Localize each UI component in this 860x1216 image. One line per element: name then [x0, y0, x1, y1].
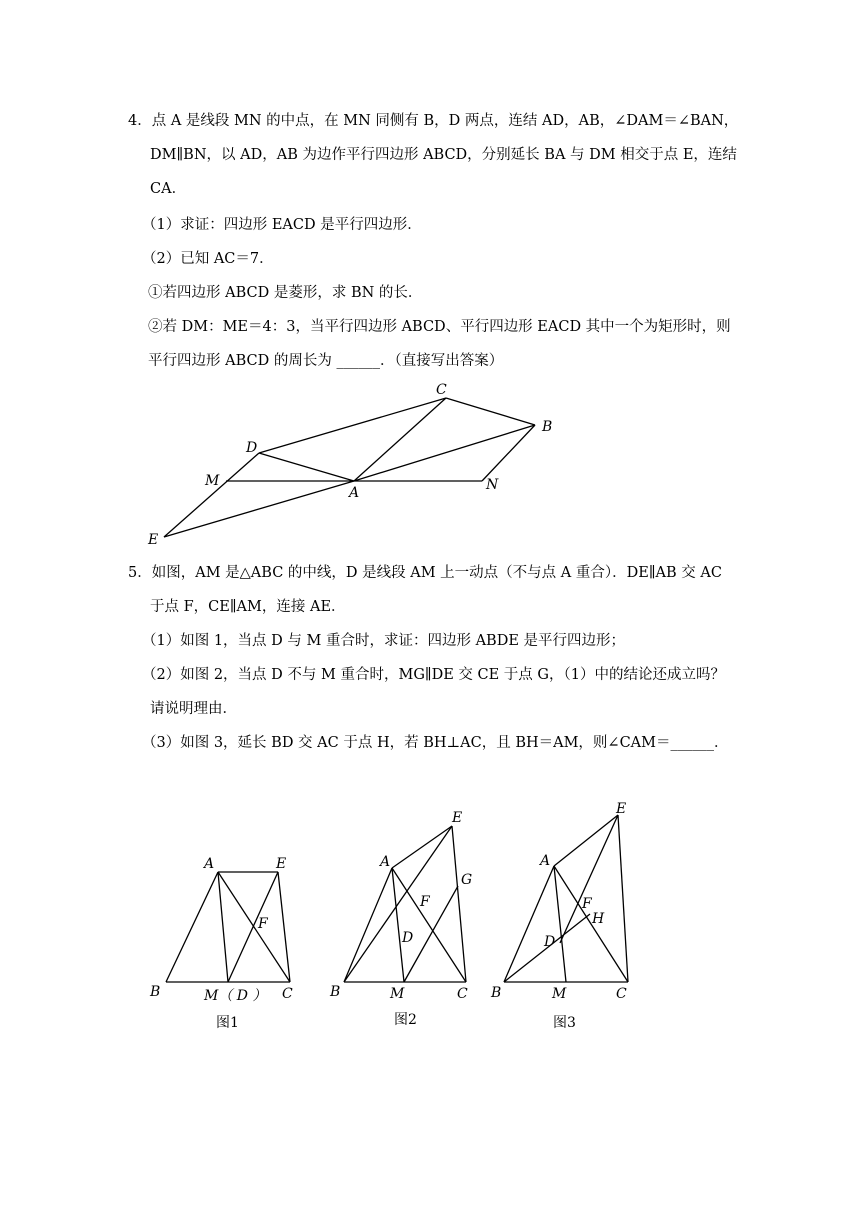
p4-subpart-2: ②若 DM：ME＝4：3，当平行四边形 ABCD、平行四边形 EACD 其中一个为矩形时，则: [148, 319, 731, 335]
fig1-label-B: B: [150, 984, 161, 1000]
fig1-label-C: C: [282, 986, 293, 1002]
p5-part-2: （2）如图 2，当点 D 不与 M 重合时，MG∥DE 交 CE 于点 G，（1）中的结论还成立吗？: [142, 667, 725, 683]
fig3-label-A: A: [540, 853, 551, 869]
p5-line-1: 5．如图，AM 是△ABC 的中线，D 是线段 AM 上一动点（不与点 A 重合）．DE∥AB 交 AC: [128, 565, 722, 581]
fig3-segment-AM: [554, 866, 566, 982]
p5-part-3: （3）如图 3，延长 BD 交 AC 于点 H，若 BH⊥AC，且 BH＝AM，则∠CAM＝______．: [142, 735, 729, 751]
fig3-segment-ED: [560, 815, 618, 943]
fig3-segment-AE: [554, 815, 618, 866]
p4-label-A: A: [349, 485, 360, 501]
p5-line-2: 于点 F，CE∥AM，连接 AE．: [150, 599, 346, 615]
fig3-label-D: D: [544, 934, 556, 950]
fig2-caption: 图2: [394, 1012, 417, 1028]
fig3-label-E: E: [616, 801, 627, 817]
fig3-segment-AB: [504, 866, 554, 982]
p4-label-B: B: [542, 419, 553, 435]
p4-subpart-2-cont: 平行四边形 ABCD 的周长为 ______．（直接写出答案）: [148, 353, 504, 369]
p4-label-E: E: [148, 532, 159, 548]
fig3-label-H: H: [592, 911, 605, 927]
p4-line-2: DM∥BN，以 AD，AB 为边作平行四边形 ABCD，分别延长 BA 与 DM 相交于点 E，连结: [150, 147, 737, 163]
p4-line-1: 4．点 A 是线段 MN 的中点，在 MN 同侧有 B，D 两点，连结 AD，AB，∠DAM＝∠BAN，: [128, 113, 739, 129]
fig3-label-C: C: [616, 986, 627, 1002]
fig1-caption: 图1: [216, 1015, 239, 1031]
fig3-label-B: B: [491, 985, 502, 1001]
fig1-label-E: E: [276, 856, 287, 872]
fig3-caption: 图3: [553, 1015, 576, 1031]
fig2-label-C: C: [457, 986, 468, 1002]
fig1-label-MD: M（ D ）: [204, 988, 267, 1004]
p4-line-3: CA．: [150, 181, 187, 197]
fig3-segment-EC: [618, 815, 628, 982]
p4-label-N: N: [486, 477, 499, 493]
fig2-label-E: E: [452, 810, 463, 826]
fig2-label-G: G: [461, 872, 473, 888]
fig1-label-A: A: [204, 856, 215, 872]
fig2-label-M: M: [390, 986, 405, 1002]
p4-label-C: C: [436, 382, 447, 398]
p5-part-2-cont: 请说明理由．: [150, 701, 237, 717]
p5-part-1: （1）如图 1，当点 D 与 M 重合时，求证：四边形 ABDE 是平行四边形；: [142, 633, 626, 649]
fig2-label-A: A: [380, 854, 391, 870]
fig2-label-B: B: [330, 984, 341, 1000]
p4-subpart-1: ①若四边形 ABCD 是菱形，求 BN 的长．: [148, 285, 423, 301]
fig1-label-F: F: [258, 916, 268, 932]
fig2-label-F: F: [420, 894, 430, 910]
p4-part-2: （2）已知 AC＝7．: [142, 251, 274, 267]
p4-label-M: M: [205, 473, 220, 489]
fig2-label-D: D: [402, 930, 414, 946]
fig3-segment-AC: [554, 866, 628, 982]
p4-label-D: D: [246, 440, 258, 456]
p4-part-1: （1）求证：四边形 EACD 是平行四边形．: [142, 217, 422, 233]
fig3-label-M: M: [552, 986, 567, 1002]
fig3-label-F: F: [582, 896, 592, 912]
